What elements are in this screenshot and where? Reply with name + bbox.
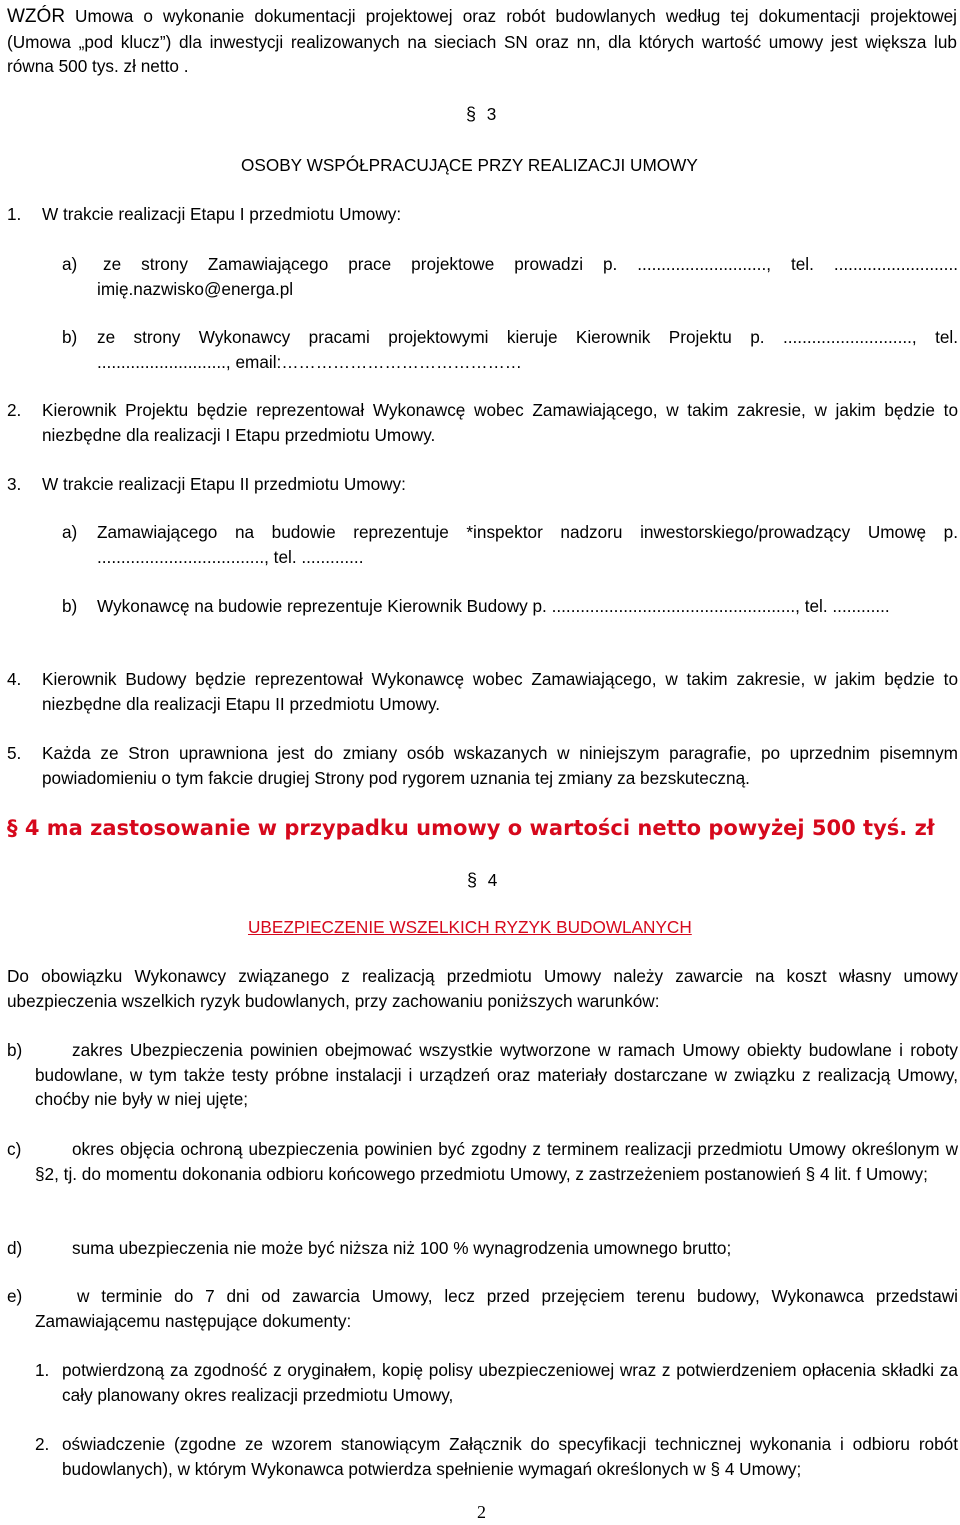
section-symbol: § (467, 870, 478, 890)
section-4-number: § 4 (467, 870, 498, 890)
section-3-point-2: 2. Kierownik Projektu będzie reprezentował Wykonawcę wobec Zamawiającego, w takim zakresie, w jakim będzie to niezbędne dla realizacji I Etapu przedmiotu Umowy. (7, 400, 958, 445)
applicability-note: § 4 ma zastosowanie w przypadku umowy o wartości netto powyżej 500 tyś. zł (7, 816, 935, 840)
section-4-title: UBEZPIECZENIE WSZELKICH RYZYK BUDOWLANYCH (248, 917, 692, 937)
section-3-point-4: 4. Kierownik Budowy będzie reprezentował Wykonawcę wobec Zamawiającego, w takim zakresie, w jakim będzie to niezbędne dla realizacji Etapu II przedmiotu Umowy. (7, 669, 958, 714)
section-4-intro: Do obowiązku Wykonawcy związanego z realizacją przedmiotu Umowy należy zawarcie na koszt własny umowy ubezpieczenia wszelkich ryzyk budowlanych, przy zachowaniu poniższych warunków: (7, 966, 958, 1011)
section-3-number: § 3 (466, 104, 497, 124)
section-4-point-e2: 2. oświadczenie (zgodne ze wzorem stanowiącym Załącznik do specyfikacji technicznej wykonania i odbioru robót budowlanych), w którym Wykonawca potwierdza spełnienie wymagań określonych w § 4 Umowy; (35, 1434, 958, 1479)
section-3-point-3a: a) Zamawiającego na budowie reprezentuje *inspektor nadzoru inwestorskiego/prowadzący Umowę p. ..................................., tel. ............. (62, 522, 958, 567)
section-symbol: § (7, 816, 18, 840)
page-number: 2 (477, 1502, 486, 1522)
section-symbol: § (466, 104, 477, 124)
section-3-point-1a: a) ze strony Zamawiającego prace projektowe prowadzi p. ..........................., tel. .......................... imię.nazwisko@energa.pl (62, 254, 958, 299)
contract-title: Umowa o wykonanie dokumentacji projektowej oraz robót budowlanych według tej dokumentacji projektowej (Umowa „pod klucz”) dla inwestycji realizowanych na sieciach SN oraz nn, dla których wartość umowy jest większa lub równa 500 tys. zł netto . (7, 6, 957, 76)
section-3-point-5: 5. Każda ze Stron uprawniona jest do zmiany osób wskazanych w niniejszym paragrafie, po uprzednim pisemnym powiadomieniu o tym fakcie drugiej Strony pod rygorem uznania tej zmiany za bezskuteczną. (7, 743, 958, 788)
section-3-point-1: 1. W trakcie realizacji Etapu I przedmiotu Umowy: (7, 204, 402, 224)
section-4-point-e: e) w terminie do 7 dni od zawarcia Umowy, lecz przed przejęciem terenu budowy, Wykonawca przedstawi Zamawiającemu następujące dokumenty: (7, 1286, 958, 1331)
section-3-point-3b: b) Wykonawcę na budowie reprezentuje Kierownik Budowy p. ..................................................., tel. ............ (62, 596, 890, 616)
section-4-point-e1: 1. potwierdzoną za zgodność z oryginałem, kopię polisy ubezpieczeniowej wraz z potwierdzeniem opłacenia składki za cały planowany okres realizacji przedmiotu Umowy, (35, 1360, 958, 1405)
section-3-point-3: 3. W trakcie realizacji Etapu II przedmiotu Umowy: (7, 474, 406, 494)
document-header (7, 4, 957, 79)
section-3-point-1b: b) ze strony Wykonawcy pracami projektowymi kieruje Kierownik Projektu p. ..........................., tel. ..........................., email:…………………………………… (62, 327, 958, 372)
template-label: WZÓR (7, 6, 66, 27)
section-4-point-d: d) suma ubezpieczenia nie może być niższa niż 100 % wynagrodzenia umownego brutto; (7, 1238, 732, 1258)
section-4-point-b: b) zakres Ubezpieczenia powinien obejmować wszystkie wytworzone w ramach Umowy obiekty budowlane i roboty budowlane, w tym także testy próbne instalacji i urządzeń oraz materiały dostarczane w związku z realizacją Umowy, choćby nie były w niej ujęte; (7, 1040, 958, 1109)
section-4-point-c: c) okres objęcia ochroną ubezpieczenia powinien być zgodny z terminem realizacji przedmiotu Umowy określonym w §2, tj. do momentu dokonania odbioru końcowego przedmiotu Umowy, z zastrzeżeniem postanowień § 4 lit. f Umowy; (7, 1139, 958, 1184)
section-3-title: OSOBY WSPÓŁPRACUJĄCE PRZY REALIZACJI UMOWY (241, 155, 698, 175)
